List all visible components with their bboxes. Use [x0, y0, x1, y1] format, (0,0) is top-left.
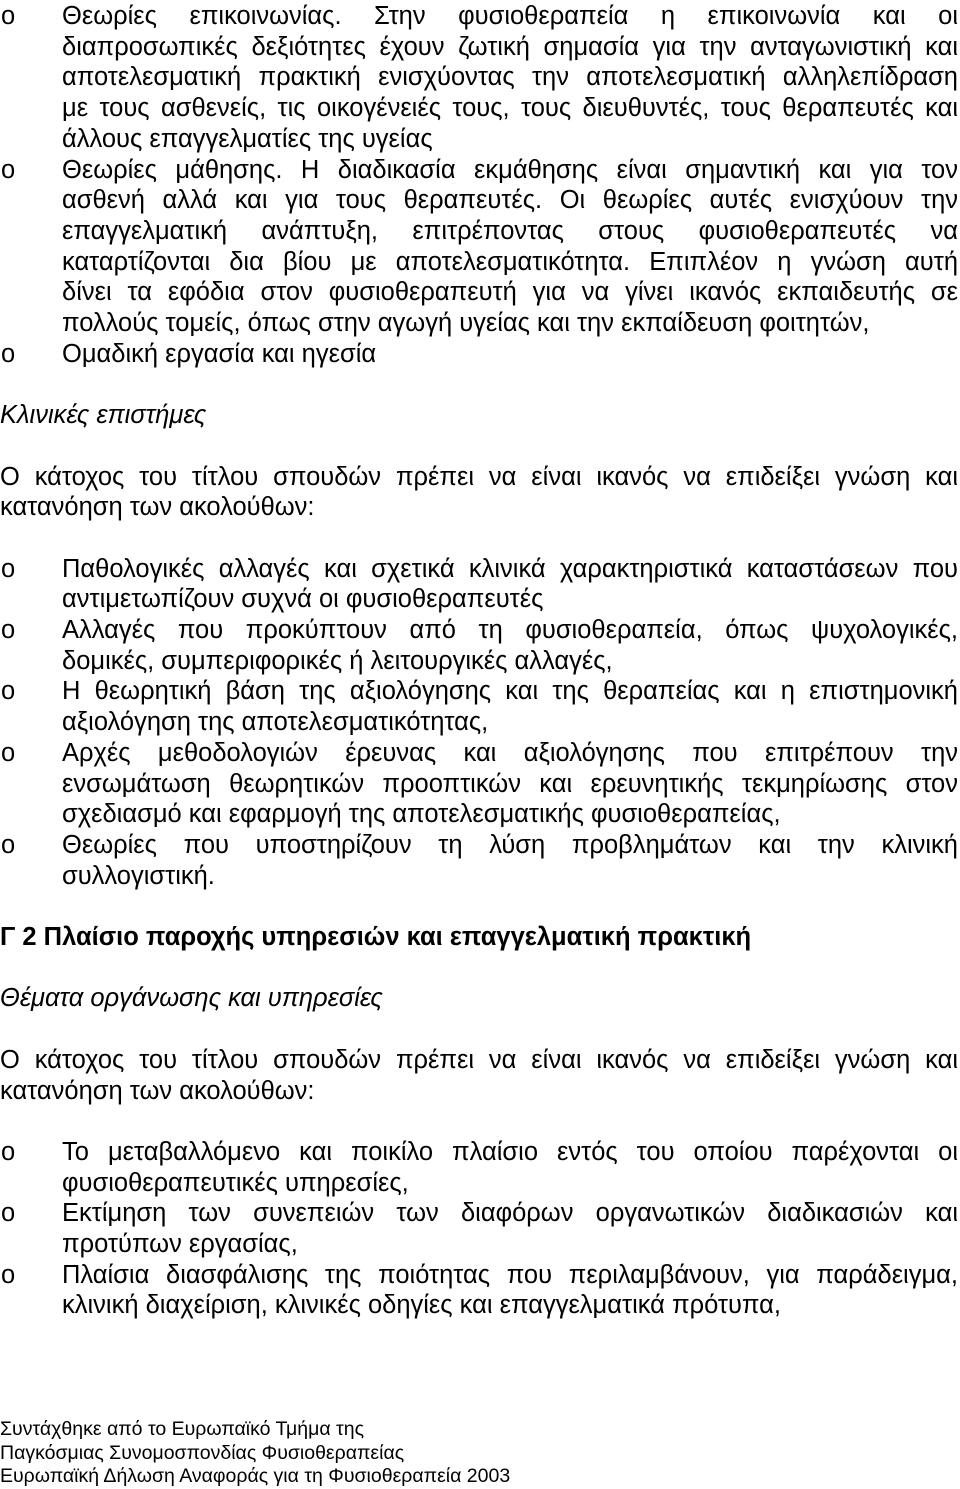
text-line: ενσωμάτωση θεωρητικών προοπτικών και ερευνητικής τεκμηρίωσης στον	[62, 769, 958, 798]
text-line: αντιμετωπίζουν συχνά οι φυσιοθεραπευτές	[62, 585, 544, 614]
text-line: Θεωρίες που υποστηρίζουν τη λύση προβλημάτων και την κλινική	[62, 830, 958, 859]
list-item	[0, 554, 958, 615]
text-line: με τους ασθενείς, τις οικογένειές τους, τους διευθυντές, τους θεραπευτές και	[62, 94, 958, 123]
list-item	[0, 1260, 958, 1321]
text-line: Ο κάτοχος του τίτλου σπουδών πρέπει να είναι ικανός να επιδείξει γνώση και	[0, 462, 958, 491]
text-line: συλλογιστική.	[62, 861, 215, 890]
intro-paragraph	[0, 462, 958, 523]
text-line: Ομαδική εργασία και ηγεσία	[62, 339, 377, 368]
text-line: αποτελεσματική πρακτική ενισχύοντας την αποτελεσματική αλληλεπίδραση	[62, 63, 958, 92]
text-line: Η θεωρητική βάση της αξιολόγησης και της θεραπείας και η επιστημονική	[62, 677, 958, 706]
text-line: κατανόηση των ακολούθων:	[0, 1076, 315, 1105]
text-line: Θεωρίες μάθησης. Η διαδικασία εκμάθησης είναι σημαντική και για τον	[62, 155, 958, 184]
bullet-marker: o	[1, 339, 16, 368]
subsection-heading-organisation: Θέματα οργάνωσης και υπηρεσίες	[0, 984, 383, 1013]
list-item	[0, 1, 958, 155]
bullet-marker: o	[1, 1199, 16, 1228]
text-line: δίνει τα εφόδια στον φυσιοθεραπευτή για να γίνει ικανός εκπαιδευτής σε	[62, 278, 958, 307]
text-line: κλινική διαχείριση, κλινικές οδηγίες και επαγγελματικά πρότυπα,	[62, 1291, 781, 1320]
text-line: σχεδιασμό και εφαρμογή της αποτελεσματικής φυσιοθεραπείας,	[62, 800, 781, 829]
bullet-marker: o	[1, 2, 16, 30]
list-item	[0, 1198, 958, 1259]
list-item	[0, 155, 958, 339]
text-line: επαγγελματική ανάπτυξη, επιτρέποντας στους φυσιοθεραπευτές να	[62, 216, 958, 245]
bullet-marker: o	[1, 738, 16, 767]
list-item	[0, 830, 958, 891]
text-line: πολλούς τομείς, όπως στην αγωγή υγείας και την εκπαίδευση φοιτητών,	[62, 309, 870, 338]
bullet-list-organisation	[0, 1137, 958, 1321]
footer-line: Παγκόσμιας Συνομοσπονδίας Φυσιοθεραπείας	[0, 1441, 405, 1464]
text-line: Πλαίσια διασφάλισης της ποιότητας που περιλαμβάνουν, για παράδειγμα,	[62, 1260, 958, 1289]
section-heading-clinical-sciences: Κλινικές επιστήμες	[0, 401, 207, 430]
bullet-list-theories	[0, 1, 958, 369]
text-line: Αρχές μεθοδολογιών έρευνας και αξιολόγησης που επιτρέπουν την	[62, 738, 958, 767]
bullet-list-clinical	[0, 554, 958, 892]
bullet-marker: o	[1, 1137, 16, 1166]
section-heading-c2: Γ 2 Πλαίσιο παροχής υπηρεσιών και επαγγελματική πρακτική	[0, 923, 752, 952]
bullet-marker: o	[1, 1260, 16, 1289]
bullet-marker: o	[1, 830, 16, 859]
bullet-marker: o	[1, 677, 16, 706]
text-line: Παθολογικές αλλαγές και σχετικά κλινικά χαρακτηριστικά καταστάσεων που	[62, 554, 958, 583]
list-item	[0, 1137, 958, 1198]
text-line: κατανόηση των ακολούθων:	[0, 493, 315, 522]
text-line: Το μεταβαλλόμενο και ποικίλο πλαίσιο εντός του οποίου παρέχονται οι	[62, 1137, 958, 1166]
text-line: άλλους επαγγελματίες της υγείας	[62, 124, 433, 153]
footer-line: Ευρωπαϊκή Δήλωση Αναφοράς για τη Φυσιοθεραπεία 2003	[0, 1465, 511, 1487]
page-footer	[0, 1418, 958, 1489]
bullet-marker: o	[1, 155, 16, 184]
footer-line: Συντάχθηκε από το Ευρωπαϊκό Τμήμα της	[0, 1418, 364, 1440]
list-item	[0, 738, 958, 830]
bullet-marker: o	[1, 616, 16, 645]
text-line: δομικές, συμπεριφορικές ή λειτουργικές αλλαγές,	[62, 646, 613, 675]
text-line: φυσιοθεραπευτικές υπηρεσίες,	[62, 1168, 409, 1197]
list-item	[0, 676, 958, 737]
text-line: Θεωρίες επικοινωνίας. Στην φυσιοθεραπεία η επικοινωνία και οι	[62, 2, 958, 30]
list-item	[0, 339, 958, 370]
text-line: αξιολόγηση της αποτελεσματικότητας,	[62, 708, 489, 737]
text-line: Ο κάτοχος του τίτλου σπουδών πρέπει να είναι ικανός να επιδείξει γνώση και	[0, 1045, 958, 1074]
bullet-marker: o	[1, 554, 16, 583]
text-line: διαπροσωπικές δεξιότητες έχουν ζωτική σημασία για την ανταγωνιστική και	[62, 32, 958, 61]
list-item	[0, 615, 958, 676]
text-line: καταρτίζονται δια βίου με αποτελεσματικότητα. Επιπλέον η γνώση αυτή	[62, 247, 958, 276]
text-line: Εκτίμηση των συνεπειών των διαφόρων οργανωτικών διαδικασιών και	[62, 1199, 958, 1228]
text-line: Αλλαγές που προκύπτουν από τη φυσιοθεραπεία, όπως ψυχολογικές,	[62, 616, 958, 645]
intro-paragraph	[0, 1045, 958, 1106]
text-line: ασθενή αλλά και για τους θεραπευτές. Οι θεωρίες αυτές ενισχύουν την	[62, 186, 958, 215]
text-line: προτύπων εργασίας,	[62, 1230, 298, 1259]
